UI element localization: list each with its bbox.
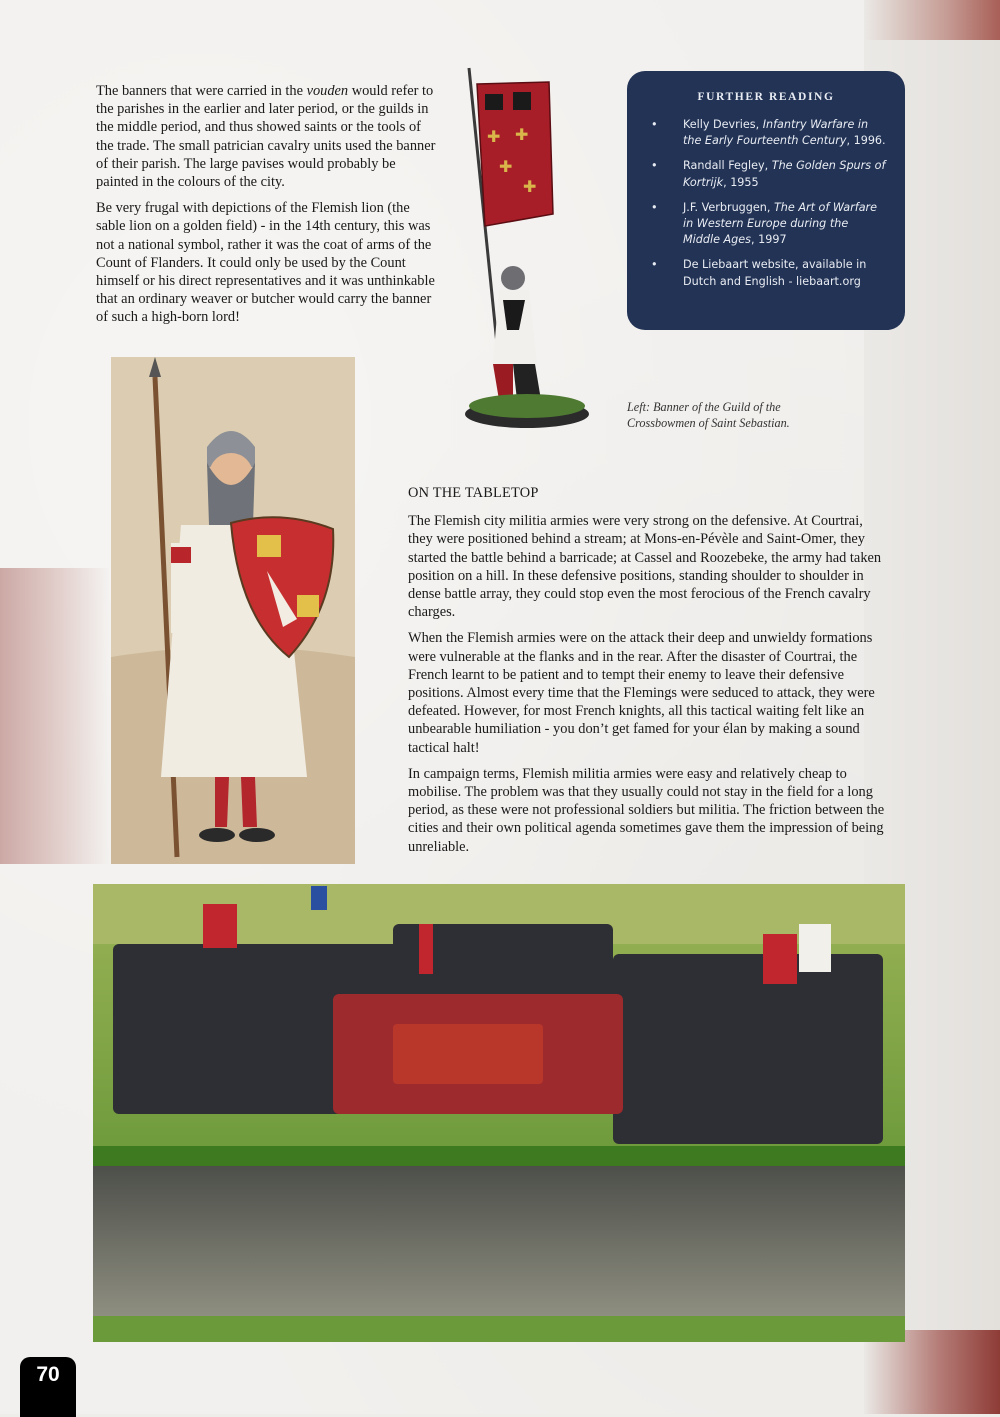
svg-text:✚: ✚ (499, 157, 513, 176)
intro-text (96, 82, 436, 335)
reading-item: • De Liebaart website, available in Dutch and English - liebaart.org (651, 258, 867, 288)
further-reading-box (627, 71, 905, 330)
tabletop-section (408, 484, 890, 864)
reading-item: • Kelly Devries, Infantry Warfare in the Early Fourteenth Century, 1996. (651, 118, 886, 148)
right-bottom-accent (864, 1330, 1000, 1414)
reading-item: • J.F. Verbruggen, The Art of Warfare in Western Europe during the Middle Ages, 1997 (651, 200, 878, 247)
intro-emphasis: vouden (306, 83, 349, 99)
figure-caption: Left: Banner of the Guild of the Crossbowmen of Saint Sebastian. (627, 400, 790, 430)
further-reading-title: FURTHER READING (697, 91, 835, 103)
section-heading: ON THE TABLETOP (408, 485, 539, 501)
svg-text:✚: ✚ (515, 125, 529, 144)
intro-paragraph-1: The banners that were carried in the vouden would refer to the parishes in the earlier and later period, or the guilds in the middle period, and thus showed saints or the tools of the trade. The small patrician cavalry units used the banner of their parish. The large pavises would probably be painted in the colours of the city. (96, 83, 436, 191)
bullet-icon: • (651, 118, 658, 131)
right-top-accent (864, 0, 1000, 40)
tabletop-paragraph-3: In campaign terms, Flemish militia armies were easy and relatively cheap to mobilise. The problem was that they usually could not stay in the field for a long period, as these were not professional soldiers but militia. The friction between the cities and their own political agenda sometimes gave them the impression of being unreliable. (408, 765, 885, 855)
banner-miniature-photo (463, 64, 591, 430)
tabletop-paragraph-1: The Flemish city militia armies were very strong on the defensive. At Courtrai, they were positioned behind a stream; at Mons-en-Pévèle and Saint-Omer, they started the battle behind a barricade; at Cassel and Roozebeke, the army had taken position on a hill. In these defensive positions, standing shoulder to shoulder in dense battle array, they could stop even the most ferocious of the French cavalry charges. (408, 513, 882, 621)
reading-item: • Randall Fegley, The Golden Spurs of Kortrijk, 1955 (651, 159, 886, 189)
tabletop-army-photo (93, 884, 905, 1342)
militiaman-illustration (111, 357, 355, 864)
bullet-icon: • (651, 159, 658, 173)
tabletop-paragraph-2: When the Flemish armies were on the attack their deep and unwieldy formations were vulnerable at the flanks and in the rear. After the disaster of Courtrai, the French learnt to be patient and to tempt their enemy to leave their defensive positions. Almost every time that the Flemings were seduced to attack, they were defeated. However, for most French knights, all this tactical waiting felt like an unbearable humiliation - you don’t get famed for your élan by making a sound tactical halt! (408, 630, 875, 756)
page-number: 70 (20, 1357, 76, 1417)
svg-text:✚: ✚ (487, 127, 501, 146)
bullet-icon: • (651, 258, 658, 272)
intro-paragraph-2: Be very frugal with depictions of the Flemish lion (the sable lion on a golden field) - in the 14th century, this was not a national symbol, rather it was the coat of arms of the Count of Flanders. It could only be used by the Count himself or his direct representatives and it was unthinkable that an ordinary weaver or butcher would carry the banner of such a high-born lord! (96, 200, 435, 326)
svg-text:✚: ✚ (523, 177, 537, 196)
further-reading-list (627, 117, 905, 290)
bullet-icon: • (651, 200, 658, 214)
